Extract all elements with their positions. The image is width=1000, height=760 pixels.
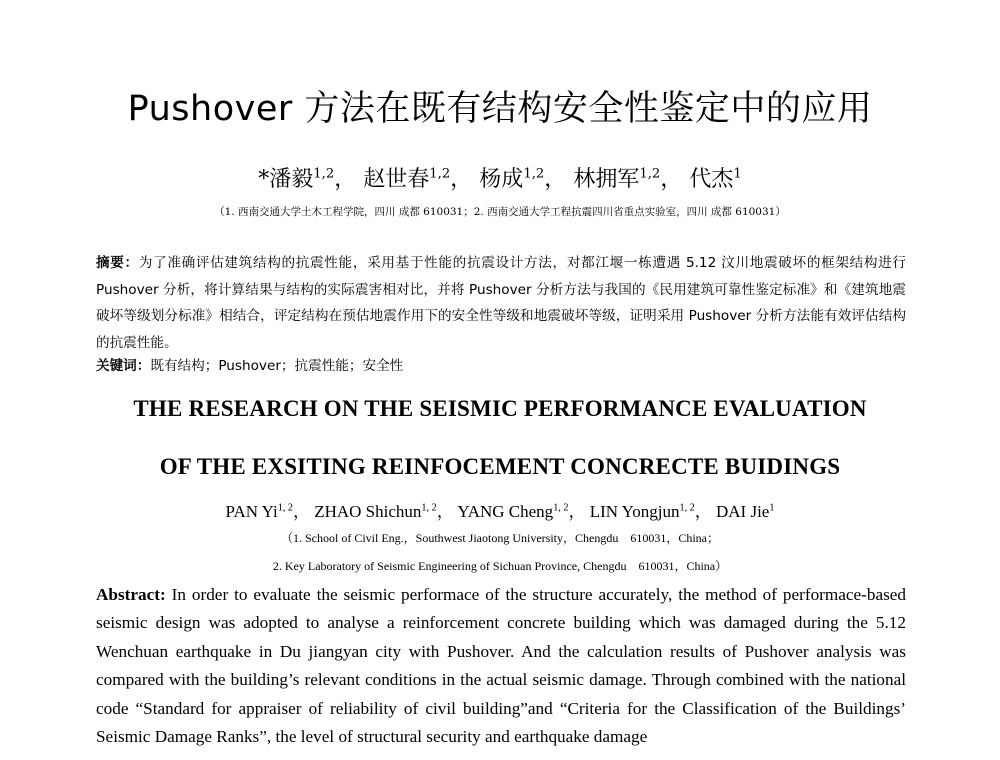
author-en: DAI Jie$^1$: [716, 501, 775, 521]
author-cn: 赵世春$^{1,2}$，: [363, 167, 473, 193]
keywords-cn-label: 关键词：: [96, 358, 151, 374]
author-en: LIN Yongjun$^{1, 2}$，: [589, 501, 712, 521]
author-en: ZHAO Shichun$^{1, 2}$，: [314, 501, 454, 521]
abstract-en-label: Abstract:: [96, 585, 166, 604]
paper-title-en-line1: THE RESEARCH ON THE SEISMIC PERFORMANCE EVALUATION: [133, 396, 867, 421]
author-en: PAN Yi$^{1, 2}$，: [225, 501, 310, 521]
paper-title-cn: Pushover 方法在既有结构安全性鉴定中的应用: [127, 89, 873, 129]
author-cn: *潘毅$^{1,2}$，: [258, 167, 357, 193]
paper-title-en-line2: OF THE EXSITING REINFOCEMENT CONCRECTE BUIDINGS: [159, 454, 841, 479]
abstract-cn-text: 为了准确评估建筑结构的抗震性能，采用基于性能的抗震设计方法，对都江堰一栋遭遇 5.12 汶川地震破坏的框架结构进行 Pushover 分析，将计算结果与结构的实际震害相对比，并将 Pushover 分析方法与我国的《民用建筑可靠性鉴定标准》和《建筑地震破坏等级划分标准》相结合，评定结构在预估地震作用下的安全性等级和地震破坏等级，证明采用 Pushover 分析方法能有效评估结构的抗震性能。: [96, 255, 907, 351]
author-cn: 代杰$^1$: [689, 167, 742, 193]
author-cn: 林拥军$^{1,2}$，: [573, 167, 683, 193]
abstract-cn: [96, 250, 906, 356]
abstract-en: [96, 581, 906, 751]
author-en: YANG Cheng$^{1, 2}$，: [457, 501, 586, 521]
affiliation-en-line1: （1. School of Civil Eng.，Southwest Jiaotong University，Chengdu 610031，China；: [281, 531, 719, 545]
author-list-cn: [0, 160, 1000, 195]
keywords-cn: [96, 356, 906, 376]
affiliation-en-line2: 2. Key Laboratory of Seismic Engineering of Sichuan Province, Chengdu 610031，China）: [272, 559, 728, 573]
abstract-cn-label: 摘要：: [96, 255, 139, 271]
author-list-en: [0, 496, 1000, 524]
abstract-en-text: In order to evaluate the seismic performace of the structure accurately, the method of performace-based seismic design was adopted to analyse a reinforcement concrete building which was damaged during the 5.12 Wenchuan earthquake in Du jiangyan city with Pushover. And the calculation results of Pushover analysis was compared with the building’s relevant conditions in the actual seismic damage. Through combined with the national code “Standard for appraiser of reliability of civil building”and “Criteria for the Classification of the Buildings’ Seismic Damage Ranks”, the level of structural security and earthquake damage: [96, 585, 907, 747]
author-cn: 杨成$^{1,2}$，: [479, 167, 567, 193]
keywords-cn-text: 既有结构；Pushover；抗震性能；安全性: [150, 358, 404, 374]
affiliation-cn: （1. 西南交通大学土木工程学院，四川 成都 610031；2. 西南交通大学工程抗震四川省重点实验室，四川 成都 610031）: [214, 206, 786, 218]
